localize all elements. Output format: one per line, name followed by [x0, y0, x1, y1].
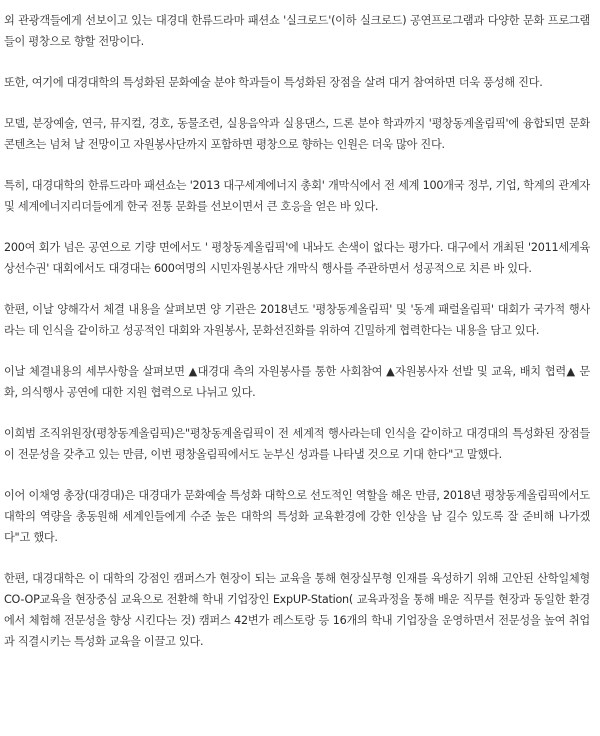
article-paragraph: 또한, 여기에 대경대학의 특성화된 문화예술 분야 학과들이 특성화된 장점을 살려 대거 참여하면 더욱 풍성해 진다.: [4, 76, 543, 89]
article-body: [4, 10, 590, 652]
article-paragraph: 모델, 분장예술, 연극, 뮤지컬, 경호, 동물조련, 실용음악과 실용댄스, 드론 분야 학과까지 '평창동계올림픽'에 융합되면 문화콘텐츠는 넘쳐 날 전망이고 자원봉사단까지 포함하면 평창으로 향하는 인원은 더욱 많아 진다.: [4, 117, 590, 151]
article-paragraph: 이희범 조직위원장(평창동계올림픽)은"평창동계올림픽이 전 세계적 행사라는데 인식을 같이하고 대경대의 특성화된 장점들이 전문성을 갖추고 있는 만큼, 이번 평창올림픽에서도 눈부신 성과를 나타낼 것으로 기대 한다"고 말했다.: [4, 427, 590, 461]
article-paragraph: 200여 회가 넘은 공연으로 기량 면에서도 ' 평창동계올림픽'에 내놔도 손색이 없다는 평가다. 대구에서 개최된 '2011세계육상선수권' 대회에서도 대경대는 600여명의 시민자원봉사단 개막식 행사를 주관하면서 성공적으로 치른 바 있다.: [4, 241, 590, 275]
article-paragraph: 이어 이채영 총장(대경대)은 대경대가 문화예술 특성화 대학으로 선도적인 역할을 해온 만큼, 2018년 평창동계올림픽에서도 대학의 역량을 총동원해 세계인들에게 수준 높은 대학의 특성화 교육환경에 강한 인상을 남 길수 있도록 잘 준비해 나가겠다"고 했다.: [4, 489, 590, 544]
article-paragraph: 특히, 대경대학의 한류드라마 패션쇼는 '2013 대구세계에너지 총회' 개막식에서 전 세계 100개국 정부, 기업, 학계의 관계자 및 세계에너지리더들에게 한국 전통 문화를 선보이면서 큰 호응을 얻은 바 있다.: [4, 179, 590, 213]
article-paragraph: 이날 체결내용의 세부사항을 살펴보면 ▲대경대 측의 자원봉사를 통한 사회참여 ▲자원봉사자 선발 및 교육, 배치 협력▲ 문화, 의식행사 공연에 대한 지원 협력으로 나뉘고 있다.: [4, 365, 590, 399]
article-paragraph: 외 관광객들에게 선보이고 있는 대경대 한류드라마 패션쇼 '실크로드'(이하 실크로드) 공연프로그램과 다양한 문화 프로그램들이 평창으로 향할 전망이다.: [4, 14, 590, 48]
article-paragraph: 한편, 대경대학은 이 대학의 강점인 캠퍼스가 현장이 되는 교육을 통해 현장실무형 인재를 육성하기 위해 고안된 산학일체형 CO-OP교육을 현장중심 교육으로 전환해 학내 기업장인 ExpUP-Station( 교육과정을 통해 배운 직무를 현장과 동일한 환경에서 체험해 전문성을 향상 시킨다는 것) 캠퍼스 42변가 레스토랑 등 16개의 학내 기업장을 운영하면서 전문성을 높여 취업과 직결시키는 특성화 교육을 이끌고 있다.: [4, 572, 590, 648]
article-paragraph: 한편, 이날 양해각서 체결 내용을 살펴보면 양 기관은 2018년도 '평창동계올림픽' 및 '동계 패럴올림픽' 대회가 국가적 행사라는 데 인식을 같이하고 성공적인 대회와 자원봉사, 문화선진화를 위하여 긴밀하게 협력한다는 내용을 담고 있다.: [4, 303, 590, 337]
